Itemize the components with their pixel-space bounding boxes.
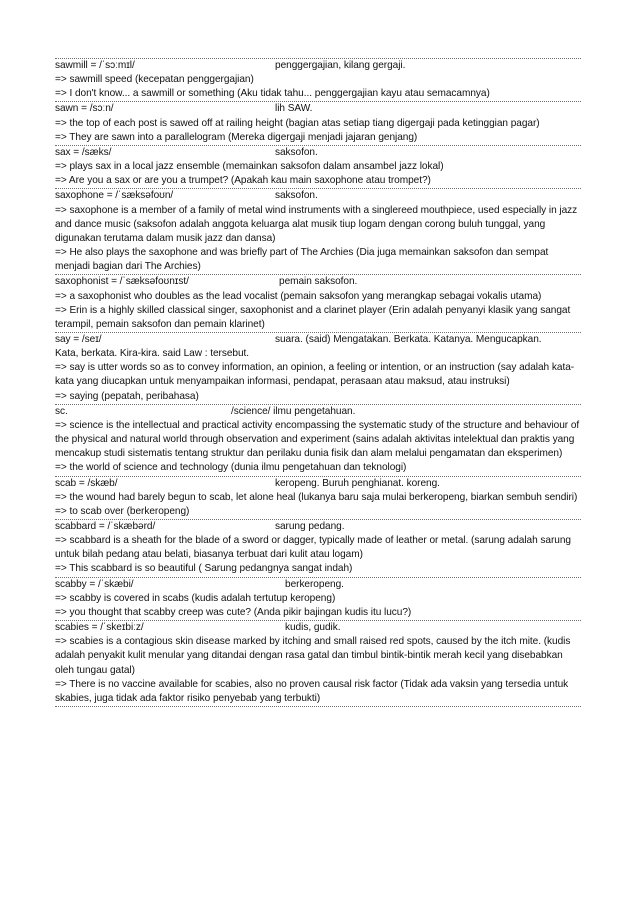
dictionary-entry bbox=[55, 404, 581, 476]
entry-headword: sax = /sæks/ bbox=[55, 146, 112, 158]
entry-translation: keropeng. Buruh penghianat. koreng. bbox=[275, 477, 440, 489]
dictionary-entry bbox=[55, 101, 581, 144]
entry-header bbox=[55, 146, 581, 160]
entry-translation: suara. (said) Mengatakan. Berkata. Katanya. Mengucapkan. bbox=[275, 333, 542, 345]
entry-example-line: => sawmill speed (kecepatan penggergajian) bbox=[55, 74, 254, 86]
entry-example-line: => They are sawn into a parallelogram (Mereka digergaji menjadi jajaran genjang) bbox=[55, 131, 418, 143]
entry-translation: kudis, gudik. bbox=[285, 622, 341, 634]
entry-header bbox=[55, 621, 581, 635]
entry-translation: saksofon. bbox=[275, 146, 318, 158]
dictionary-entry bbox=[55, 476, 581, 519]
dictionary-entry bbox=[55, 519, 581, 577]
entry-headword: scabbard = /ˈskæbərd/ bbox=[55, 521, 156, 532]
entry-example-line: => the world of science and technology (dunia ilmu pengetahuan dan teknologi) bbox=[55, 462, 407, 474]
entry-example-line: => scabbard is a sheath for the blade of a sword or dagger, typically made of leather or metal. (sarung adalah sarung untuk bilah pedang atau belati, biasanya terbuat dari kulit atau logam) bbox=[55, 535, 571, 561]
dictionary-entry bbox=[55, 274, 581, 332]
entry-example-line: => I don't know... a sawmill or something (Aku tidak tahu... penggergajian kayu atau semacamnya) bbox=[55, 88, 490, 100]
entry-headword: sc. bbox=[55, 405, 68, 417]
entry-translation: berkeropeng. bbox=[285, 578, 344, 590]
entry-header bbox=[55, 102, 581, 116]
entry-example-line: => you thought that scabby creep was cute? (Anda pikir bajingan kudis itu lucu?) bbox=[55, 606, 412, 618]
entry-header bbox=[55, 333, 581, 347]
entry-example-line: => Are you a sax or are you a trumpet? (Apakah kau main saxophone atau trompet?) bbox=[55, 175, 431, 187]
entry-example-line: => plays sax in a local jazz ensemble (memainkan saksofon dalam ansambel jazz lokal) bbox=[55, 161, 444, 173]
dictionary-entry bbox=[55, 58, 581, 101]
dictionary-entry bbox=[55, 620, 581, 707]
entry-example-line: => Erin is a highly skilled classical singer, saxophonist and a clarinet player (Erin adalah penyanyi klasik yang sangat terampil, pemain saksofon dan pemain klarinet) bbox=[55, 304, 571, 330]
dictionary-entry bbox=[55, 332, 581, 404]
entry-example-line: => the wound had barely begun to scab, let alone heal (lukanya baru saja mulai berkeropeng, biarkan sembuh sendiri) bbox=[55, 491, 578, 503]
entry-example-line: => There is no vaccine available for scabies, also no proven causal risk factor (Tidak ada vaksin yang tersedia untuk skabies, juga tidak ada faktor risiko penyebab yang terbukti) bbox=[55, 678, 569, 704]
entry-translation: sarung pedang. bbox=[275, 521, 345, 532]
entry-headword: say = /seɪ/ bbox=[55, 333, 102, 345]
entry-example-line: => This scabbard is so beautiful ( Sarung pedangnya sangat indah) bbox=[55, 563, 353, 575]
entry-example-line: => science is the intellectual and practical activity encompassing the systematic study of the structure and behaviour of the physical and natural world through observation and experiment (sains adalah aktivitas intelektual dan praktis yang mencakup studi sistematis tentang struktur dan perilaku dunia fisik dan alam melalui pengamatan dan eksperimen) bbox=[55, 419, 580, 460]
entry-example-line: => to scab over (berkeropeng) bbox=[55, 505, 190, 517]
entry-example-line: Kata, berkata. Kira-kira. said Law : tersebut. bbox=[55, 348, 250, 360]
entry-headword: sawmill = /ˈsɔːmɪl/ bbox=[55, 60, 135, 71]
entry-header bbox=[55, 477, 581, 491]
entry-translation: penggergajian, kilang gergaji. bbox=[275, 60, 406, 71]
entry-headword: saxophone = /ˈsæksəfoʊn/ bbox=[55, 190, 174, 202]
entry-example-line: => say is utter words so as to convey information, an opinion, a feeling or intention, or an instruction (say adalah kata-kata yang diucapkan untuk menyampaikan informasi, pendapat, perasaan atau maksud, atau instruksi) bbox=[55, 362, 575, 388]
entry-example-line: => scabies is a contagious skin disease marked by itching and small raised red spots, caused by the itch mite. (kudis adalah penyakit kulit menular yang ditandai dengan rasa gatal dan timbul bintik-bintik merah kecil yang disebabkan oleh tungau gatal) bbox=[55, 636, 571, 676]
entry-headword: saxophonist = /ˈsæksəfoʊnɪst/ bbox=[55, 276, 189, 288]
entry-example-line: => saying (pepatah, peribahasa) bbox=[55, 390, 199, 402]
entry-translation: pemain saksofon. bbox=[279, 276, 358, 288]
entry-header bbox=[55, 405, 581, 419]
entry-header bbox=[55, 275, 581, 289]
entry-example-line: => a saxophonist who doubles as the lead vocalist (pemain saksofon yang merangkap sebagai vokalis utama) bbox=[55, 290, 542, 302]
entry-headword: scabby = /ˈskæbi/ bbox=[55, 578, 134, 590]
entry-headword: scabies = /ˈskeɪbiːz/ bbox=[55, 622, 144, 634]
entry-example-line: => scabby is covered in scabs (kudis adalah tertutup keropeng) bbox=[55, 592, 336, 604]
dictionary-entry bbox=[55, 188, 581, 274]
entry-header bbox=[55, 578, 581, 592]
entry-translation: lih SAW. bbox=[275, 103, 313, 115]
dictionary-page bbox=[55, 58, 581, 707]
entry-header bbox=[55, 189, 581, 203]
entry-example-line: => the top of each post is sawed off at railing height (bagian atas setiap tiang digergaji pada ketinggian pagar) bbox=[55, 117, 540, 129]
dictionary-entry bbox=[55, 145, 581, 188]
entry-example-line: => saxophone is a member of a family of metal wind instruments with a singlereed mouthpiece, used especially in jazz and dance music (saksofon adalah anggota keluarga alat musik tiup logam dengan corong buluh tunggal, yang digunakan terutama dalam musik jazz dan dansa) bbox=[55, 204, 578, 244]
entry-headword: scab = /skæb/ bbox=[55, 477, 118, 489]
entry-example-line: => He also plays the saxophone and was briefly part of The Archies (Dia juga memainkan saksofon dan sempat menjadi bagian dari The Archies) bbox=[55, 247, 549, 273]
dictionary-entry bbox=[55, 577, 581, 620]
entry-header bbox=[55, 520, 581, 534]
entry-translation: saksofon. bbox=[275, 190, 318, 202]
entry-headword: sawn = /sɔːn/ bbox=[55, 103, 114, 115]
entry-translation: /science/ ilmu pengetahuan. bbox=[231, 405, 356, 417]
entry-header bbox=[55, 59, 581, 73]
